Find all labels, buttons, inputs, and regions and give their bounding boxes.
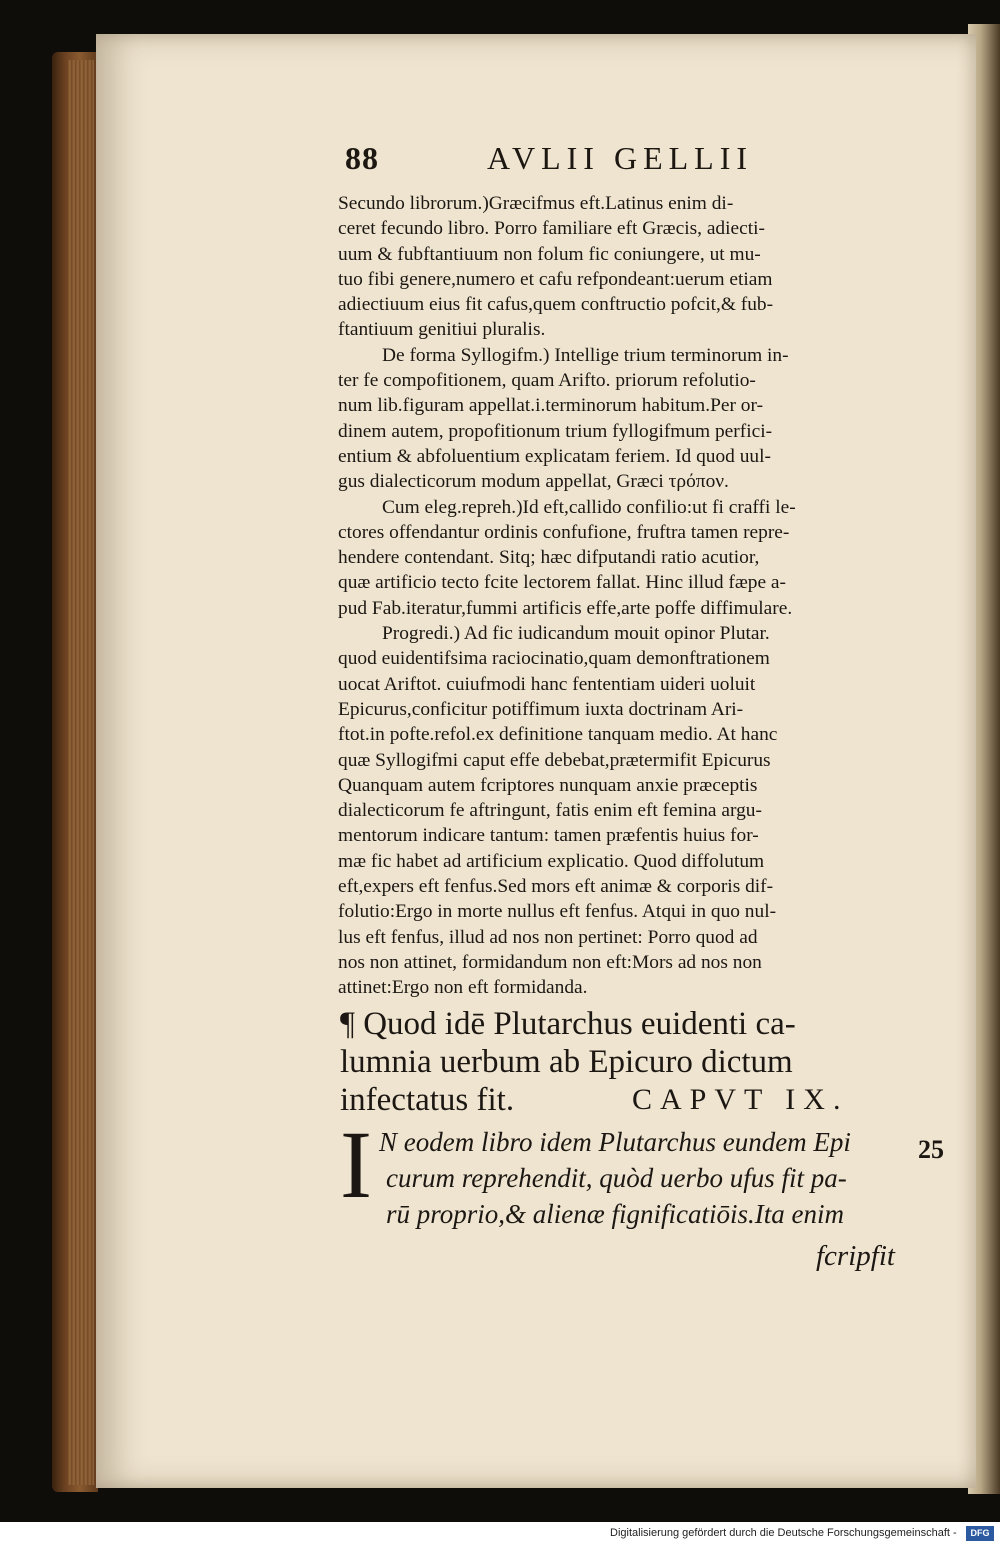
text-line: mæ fic habet ad artificium explicatio. Quod diffolutum: [338, 850, 765, 872]
text-line: De forma Syllogifm.) Intellige trium terminorum in-: [382, 344, 789, 366]
text-line: uum & fubftantiuum non folum fic coniungere, ut mu-: [338, 243, 761, 265]
text-line: lus eft fenfus, illud ad nos non pertinet: Porro quod ad: [338, 926, 758, 948]
heading-line: infectatus fit.: [340, 1082, 515, 1118]
text-line: hendere contendant. Sitq; hæc difputandi ratio acutior,: [338, 547, 760, 569]
text-line: Epicurus,conficitur potiffimum iuxta doctrinam Ari-: [338, 698, 744, 720]
text-line: ftot.in pofte.refol.ex definitione tanquam medio. At hanc: [338, 724, 778, 746]
text-line: tuo fibi genere,numero et cafu refpondeant:uerum etiam: [338, 268, 773, 290]
drop-cap-initial: I: [340, 1111, 372, 1218]
page-edges: [68, 60, 94, 1485]
chapter-number: CAPVT IX.: [632, 1083, 849, 1116]
running-title: AVLII GELLII: [487, 140, 754, 176]
text-line: mentorum indicare tantum: tamen præfentis huius for-: [338, 825, 759, 847]
chapter-heading: [340, 1005, 910, 1119]
commentary-text: [338, 191, 908, 1001]
text-line: ceret fecundo libro. Porro familiare eft Græcis, adiecti-: [338, 218, 765, 240]
text-line: quod euidentifsima raciocinatio,quam demonftrationem: [338, 648, 770, 670]
text-line: curum reprehendit, quòd uerbo ufus fit pa-: [386, 1163, 847, 1193]
dfg-logo: DFG: [966, 1526, 994, 1541]
heading-line: ¶ Quod idē Plutarchus euidenti ca-: [340, 1006, 796, 1042]
heading-line: lumnia uerbum ab Epicuro dictum: [340, 1044, 793, 1080]
text-line: quæ Syllogifmi caput effe debebat,prætermifit Epicurus: [338, 749, 771, 771]
text-line: dialecticorum fe aftringunt, fatis enim eft femina argu-: [338, 800, 762, 822]
text-line: uocat Ariftot. cuiufmodi hanc fententiam uideri uoluit: [338, 673, 756, 695]
page-number: 88: [345, 140, 379, 176]
text-line: rū proprio,& alienæ fignificatiōis.Ita enim: [386, 1199, 844, 1229]
chapter-text: [379, 1124, 916, 1232]
text-line: entium & abfoluentium explicatam feriem. Id quod uul-: [338, 445, 771, 467]
text-line: nos non attinet, formidandum non eft:Mors ad nos non: [338, 951, 762, 973]
text-line: quæ artificio tecto fcite lectorem fallat. Hinc illud fæpe a-: [338, 572, 786, 594]
catchword: fcripfit: [816, 1240, 895, 1272]
text-line: ter fe compofitionem, quam Arifto. priorum refolutio-: [338, 370, 756, 392]
text-line: num lib.figuram appellat.i.terminorum habitum.Per or-: [338, 395, 764, 417]
text-line: adiectiuum eius fit cafus,quem conftructio pofcit,& fub-: [338, 294, 774, 316]
text-line: dinem autem, propofitionum trium fyllogifmum perfici-: [338, 420, 773, 442]
text-line: Cum eleg.repreh.)Id eft,callido confilio:ut fi craffi le-: [382, 496, 796, 518]
text-line: Secundo librorum.)Græcifmus eft.Latinus enim di-: [338, 193, 734, 214]
text-line: Quanquam autem fcriptores nunquam anxie præceptis: [338, 774, 758, 796]
text-line: pud Fab.iteratur,fummi artificis effe,arte poffe diffimulare.: [338, 597, 793, 619]
text-line: ctores offendantur ordinis confufione, fruftra tamen repre-: [338, 521, 790, 543]
text-line: N eodem libro idem Plutarchus eundem Epi: [379, 1127, 851, 1157]
text-line: Progredi.) Ad fic iudicandum mouit opinor Plutar.: [382, 623, 770, 645]
text-line: attinet:Ergo non eft formidanda.: [338, 977, 588, 999]
text-line: ftantiuum genitiui pluralis.: [338, 319, 546, 341]
text-line: eft,expers eft fenfus.Sed mors eft animæ & corporis dif-: [338, 876, 774, 898]
text-line: gus dialecticorum modum appellat, Græci τρόπον.: [338, 471, 729, 493]
margin-number: 25: [918, 1135, 944, 1164]
funding-credit: Digitalisierung gefördert durch die Deutsche Forschungsgemeinschaft -: [610, 1527, 957, 1539]
text-line: folutio:Ergo in morte nullus eft fenfus. Atqui in quo nul-: [338, 901, 777, 923]
digitization-footer: [0, 1522, 1000, 1547]
page-header: [345, 140, 905, 188]
